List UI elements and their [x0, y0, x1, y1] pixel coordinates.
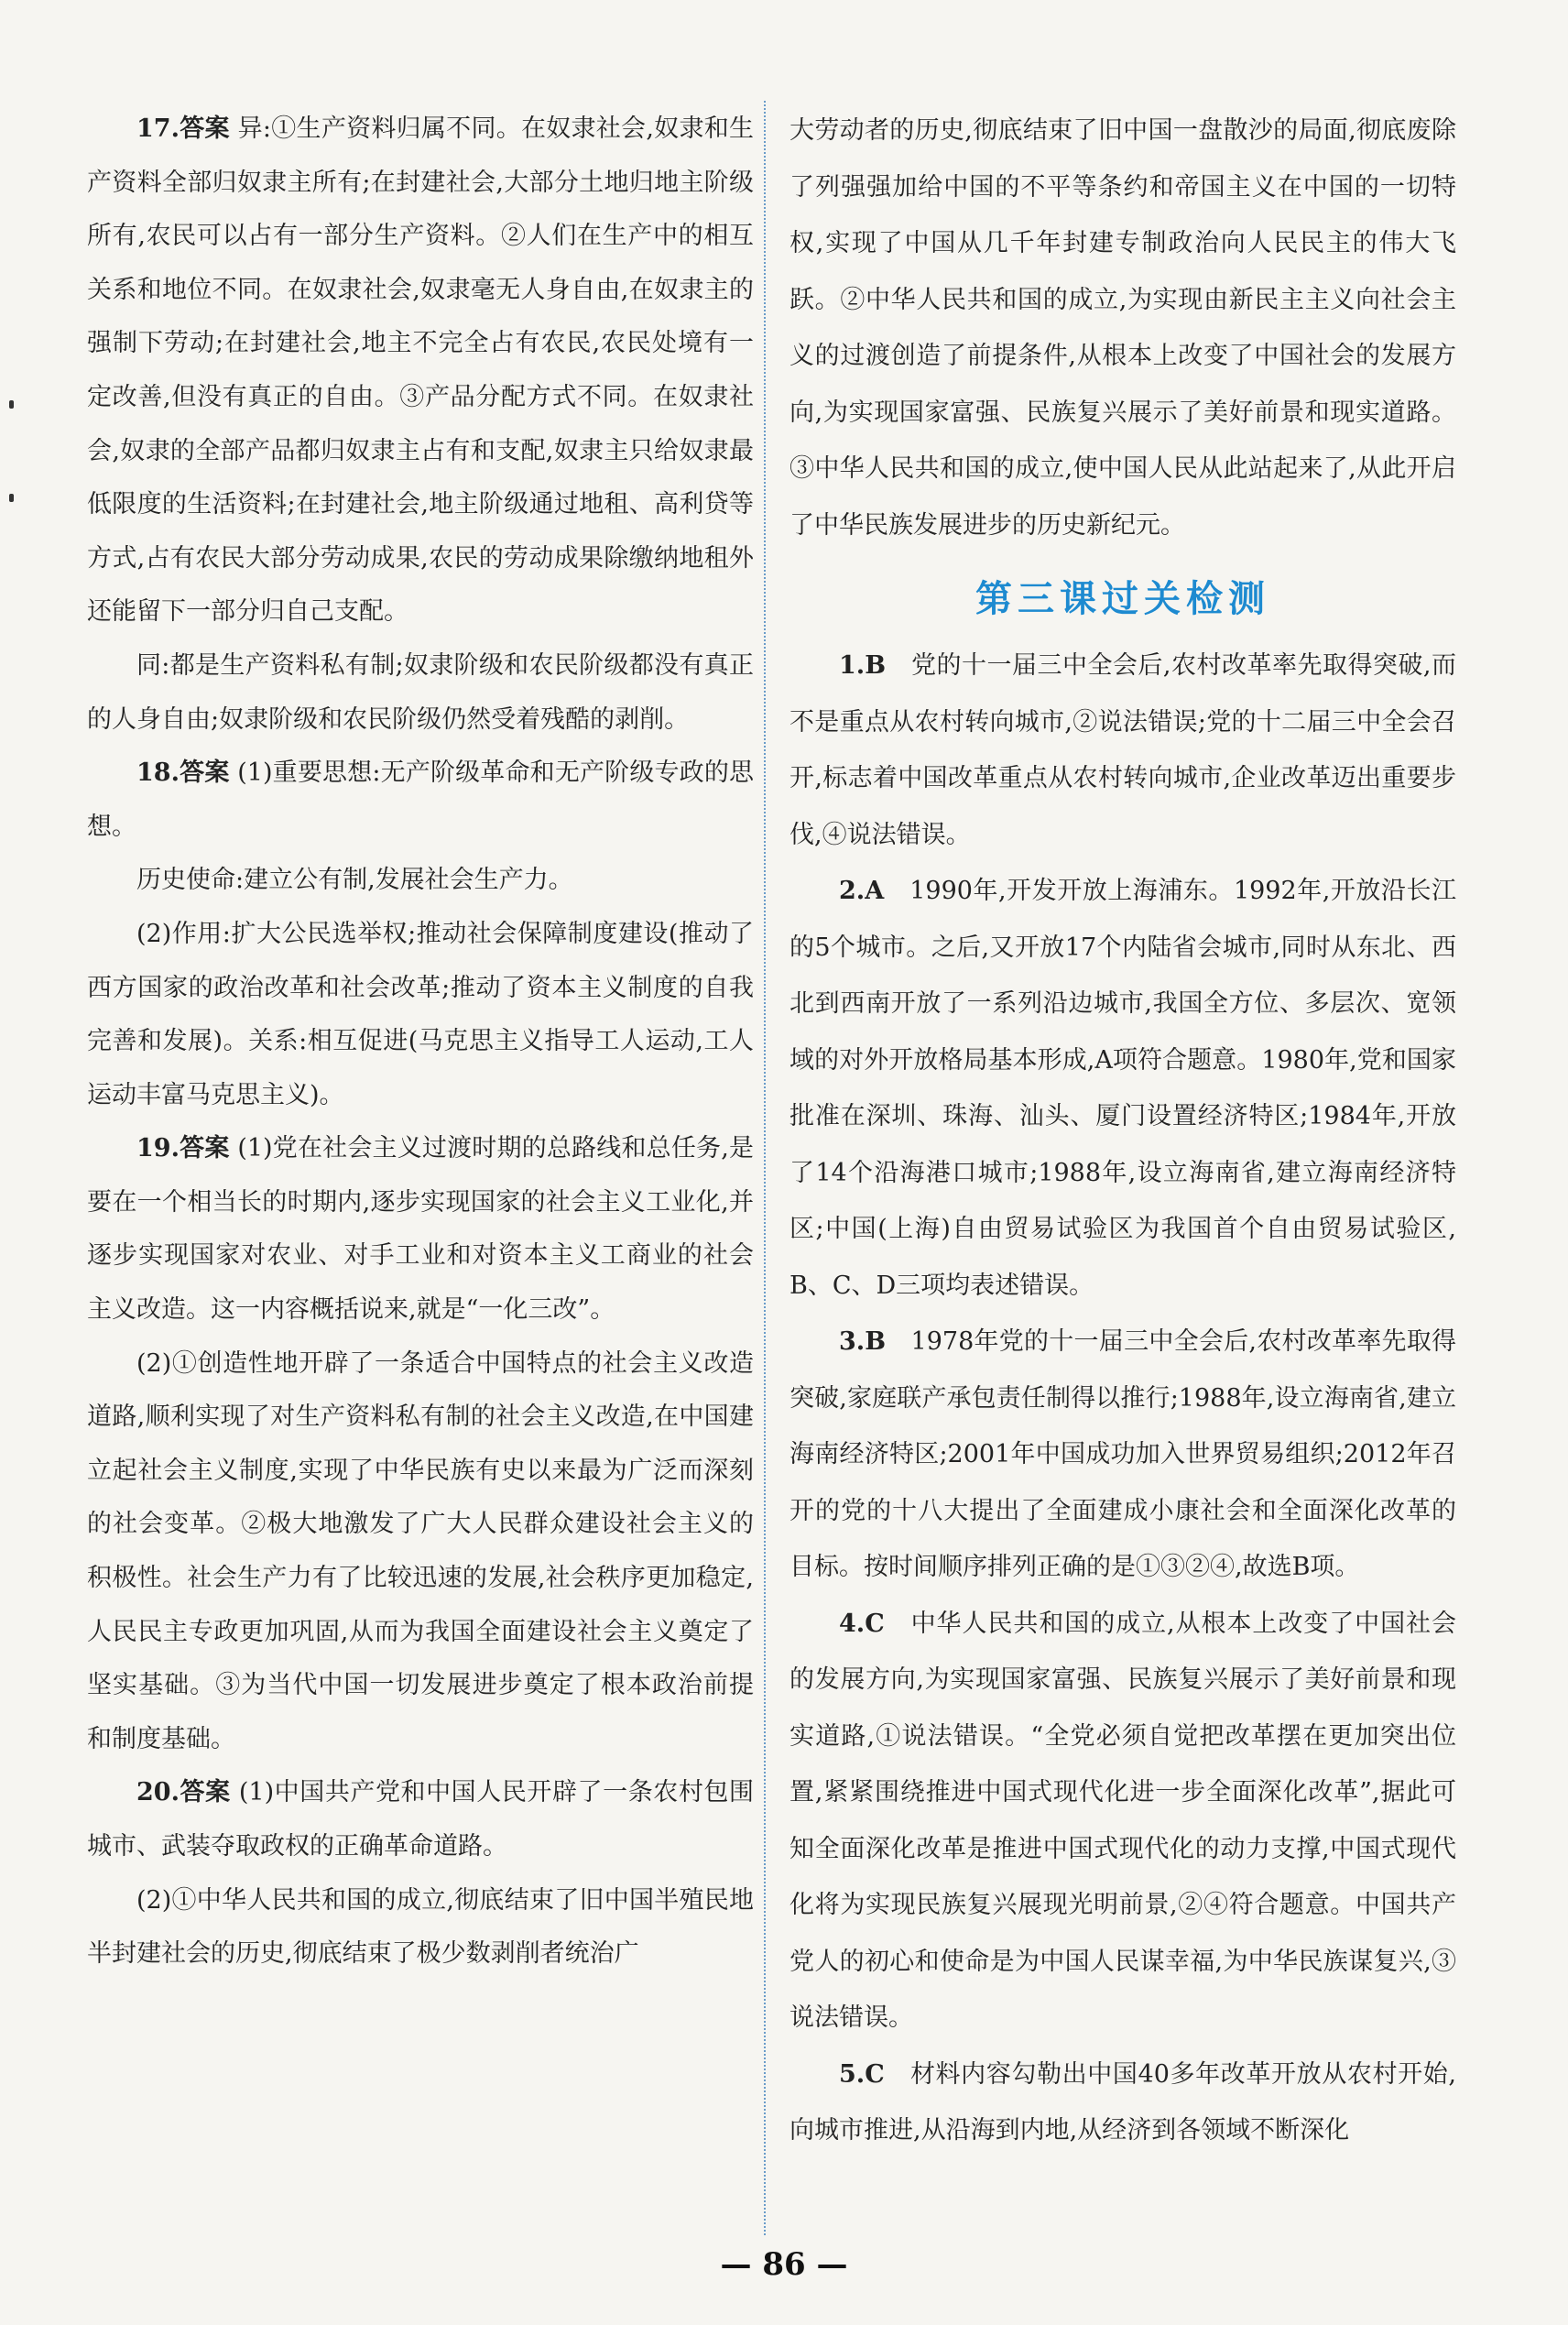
q20-paragraph-1 [87, 1766, 754, 1873]
item-answer: B [865, 1327, 887, 1356]
column-divider [764, 101, 766, 2235]
quiz-item-2 [789, 863, 1456, 1314]
q17-paragraph-1 [87, 103, 754, 639]
item-answer: C [865, 1609, 885, 1638]
answer-text: 异:①生产资料归属不同。在奴隶社会,奴隶和生产资料全部归奴隶主所有;在封建社会,大部分土地归地主阶级所有,农民可以占有一部分生产资料。②人们在生产中的相互关系和地位不同。在奴隶社会,奴隶毫无人身自由,在奴隶主的强制下劳动;在封建社会,地主不完全占有农民,农民处境有一定改善,但没有真正的自由。③产品分配方式不同。在奴隶社会,奴隶的全部产品都归奴隶主占有和支配,奴隶主只给奴隶最低限度的生活资料;在封建社会,地主阶级通过地租、高利贷等方式,占有农民大部分劳动成果,农民的劳动成果除缴纳地租外还能留下一部分归自己支配。 [87, 115, 754, 627]
q19-paragraph-1 [87, 1122, 754, 1337]
item-explanation: 材料内容勾勒出中国40多年改革开放从农村开始,向城市推进,从沿海到内地,从经济到各领域不断深化 [789, 2059, 1456, 2145]
item-answer: B [865, 651, 887, 680]
item-number: 5. [839, 2059, 866, 2089]
q20-continuation: 大劳动者的历史,彻底结束了旧中国一盘散沙的局面,彻底废除了列强强加给中国的不平等条约和帝国主义在中国的一切特权,实现了中国从几千年封建专制政治向人民民主的伟大飞跃。②中华人民共和国的成立,为实现由新民主主义向社会主义的过渡创造了前提条件,从根本上改变了中国社会的发展方向,为实现国家富强、民族复兴展示了美好前景和现实道路。③中华人民共和国的成立,使中国人民从此站起来了,从此开启了中华民族发展进步的历史新纪元。 [789, 116, 1456, 540]
question-18 [87, 747, 754, 1122]
question-number: 19. [136, 1134, 180, 1163]
answer-label: 答案 [179, 115, 230, 143]
item-number: 3. [839, 1327, 866, 1356]
question-17 [87, 103, 754, 747]
q20-paragraph-2: (2)①中华人民共和国的成立,彻底结束了旧中国半殖民地半封建社会的历史,彻底结束了极少数剥削者统治广 [87, 1885, 754, 1969]
binding-mark [9, 494, 14, 502]
answer-text: (1)中国共产党和中国人民开辟了一条农村包围城市、武装夺取政权的正确革命道路。 [87, 1778, 754, 1861]
item-explanation: 1990年,开发开放上海浦东。1992年,开放沿长江的5个城市。之后,又开放17个内陆省会城市,同时从东北、西北到西南开放了一系列沿边城市,我国全方位、多层次、宽领域的对外开放格局基本形成,A项符合题意。1980年,党和国家批准在深圳、珠海、汕头、厦门设置经济特区;1984年,开放了14个沿海港口城市;1988年,设立海南省,建立海南经济特区;中国(上海)自由贸易试验区为我国首个自由贸易试验区,B、C、D三项均表述错误。 [789, 877, 1457, 1300]
answer-text: (1)党在社会主义过渡时期的总路线和总任务,是要在一个相当长的时期内,逐步实现国家的社会主义工业化,并逐步实现国家对农业、对手工业和对资本主义工商业的社会主义改造。这一内容概括说来,就是“一化三改”。 [87, 1134, 754, 1325]
q18-paragraph-2: 历史使命:建立公有制,发展社会生产力。 [136, 866, 573, 895]
item-explanation: 1978年党的十一届三中全会后,农村改革率先取得突破,家庭联产承包责任制得以推行;1988年,设立海南省,建立海南经济特区;2001年中国成功加入世界贸易组织;2012年召开的党的十八大提出了全面建成小康社会和全面深化改革的目标。按时间顺序排列正确的是①③②④,故选B项。 [789, 1327, 1457, 1581]
right-column [789, 103, 1456, 2159]
q19-paragraph-2: (2)①创造性地开辟了一条适合中国特点的社会主义改造道路,顺利实现了对生产资料私有制的社会主义改造,在中国建立起社会主义制度,实现了中华民族有史以来最为广泛而深刻的社会变革。②极大地激发了广大人民群众建设社会主义的积极性。社会生产力有了比较迅速的发展,社会秩序更加稳定,人民民主专政更加巩固,从而为我国全面建设社会主义奠定了坚实基础。③为当代中国一切发展进步奠定了根本政治前提和制度基础。 [87, 1348, 754, 1753]
quiz-item-4 [789, 1596, 1456, 2047]
question-number: 18. [136, 759, 180, 788]
item-explanation: 中华人民共和国的成立,从根本上改变了中国社会的发展方向,为实现国家富强、民族复兴展示了美好前景和现实道路,①说法错误。“全党必须自觉把改革摆在更加突出位置,紧紧围绕推进中国式现代化进一步全面深化改革”,据此可知全面深化改革是推进中国式现代化的动力支撑,中国式现代化将为实现民族复兴展现光明前景,②④符合题意。中国共产党人的初心和使命是为中国人民谋幸福,为中华民族谋复兴,③说法错误。 [789, 1609, 1456, 2032]
quiz-answers [789, 638, 1456, 2159]
item-number: 4. [839, 1609, 866, 1638]
question-number: 20. [136, 1778, 180, 1807]
quiz-item-5 [789, 2047, 1456, 2159]
section-title: 第三课过关检测 [975, 577, 1270, 620]
item-answer: C [865, 2059, 885, 2089]
answer-label: 答案 [179, 1778, 231, 1807]
quiz-item-3 [789, 1314, 1456, 1596]
quiz-item-1 [789, 638, 1456, 863]
item-number: 2. [839, 877, 866, 905]
answer-text: (1)重要思想:无产阶级革命和无产阶级专政的思想。 [87, 759, 755, 841]
item-explanation: 党的十一届三中全会后,农村改革率先取得突破,而不是重点从农村转向城市,②说法错误;党的十二届三中全会召开,标志着中国改革重点从农村转向城市,企业改革迈出重要步伐,④说法错误。 [789, 651, 1456, 849]
answer-label: 答案 [179, 759, 230, 788]
q18-paragraph-1 [87, 747, 754, 854]
question-19 [87, 1122, 754, 1766]
binding-mark [9, 400, 14, 409]
item-answer: A [865, 877, 885, 905]
q18-paragraph-3: (2)作用:扩大公民选举权;推动社会保障制度建设(推动了西方国家的政治改革和社会改革;推动了资本主义制度的自我完善和发展)。关系:相互促进(马克思主义指导工人运动,工人运动丰富马克思主义)。 [87, 919, 754, 1109]
q17-paragraph-2: 同:都是生产资料私有制;奴隶阶级和农民阶级都没有真正的人身自由;奴隶阶级和农民阶级仍然受着残酷的剥削。 [87, 650, 754, 734]
answer-label: 答案 [179, 1134, 230, 1163]
question-20 [87, 1766, 754, 1981]
question-number: 17. [136, 115, 180, 143]
left-column [87, 103, 754, 1981]
page-number: — 86 — [720, 2246, 848, 2283]
item-number: 1. [839, 651, 866, 680]
